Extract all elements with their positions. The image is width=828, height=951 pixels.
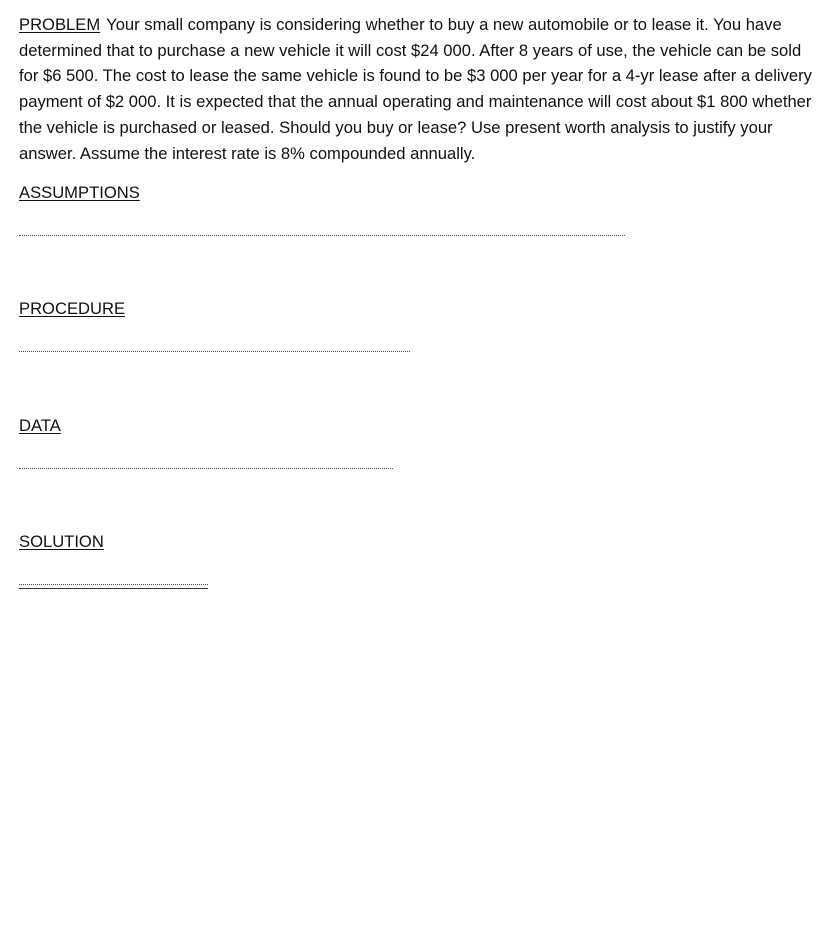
procedure-heading: PROCEDURE [19, 299, 126, 318]
problem-text: Your small company is considering whether to buy a new automobile or to lease it. You have determined that to purchase a new vehicle it will cost $24 000. After 8 years of use, the vehicle can be sold for $6 500. The cost to lease the same vehicle is found to be $3 000 per year for a 4-yr lease after a delivery payment of $2 000. It is expected that the annual operating and maintenance will cost about $1 800 whether the vehicle is purchased or leased. Should you buy or lease? Use present worth analysis to justify your answer. Assume the interest rate is 8% compounded annually. [19, 15, 812, 163]
solution-answer-line[interactable] [19, 584, 208, 585]
data-answer-line[interactable] [19, 468, 393, 469]
problem-label: PROBLEM [19, 15, 101, 34]
assumptions-heading: ASSUMPTIONS [19, 183, 140, 202]
solution-underline [19, 588, 208, 589]
solution-heading: SOLUTION [19, 532, 104, 551]
procedure-answer-line[interactable] [19, 351, 410, 352]
data-heading: DATA [19, 416, 61, 435]
assumptions-answer-line[interactable] [19, 235, 625, 236]
problem-statement [19, 12, 819, 166]
